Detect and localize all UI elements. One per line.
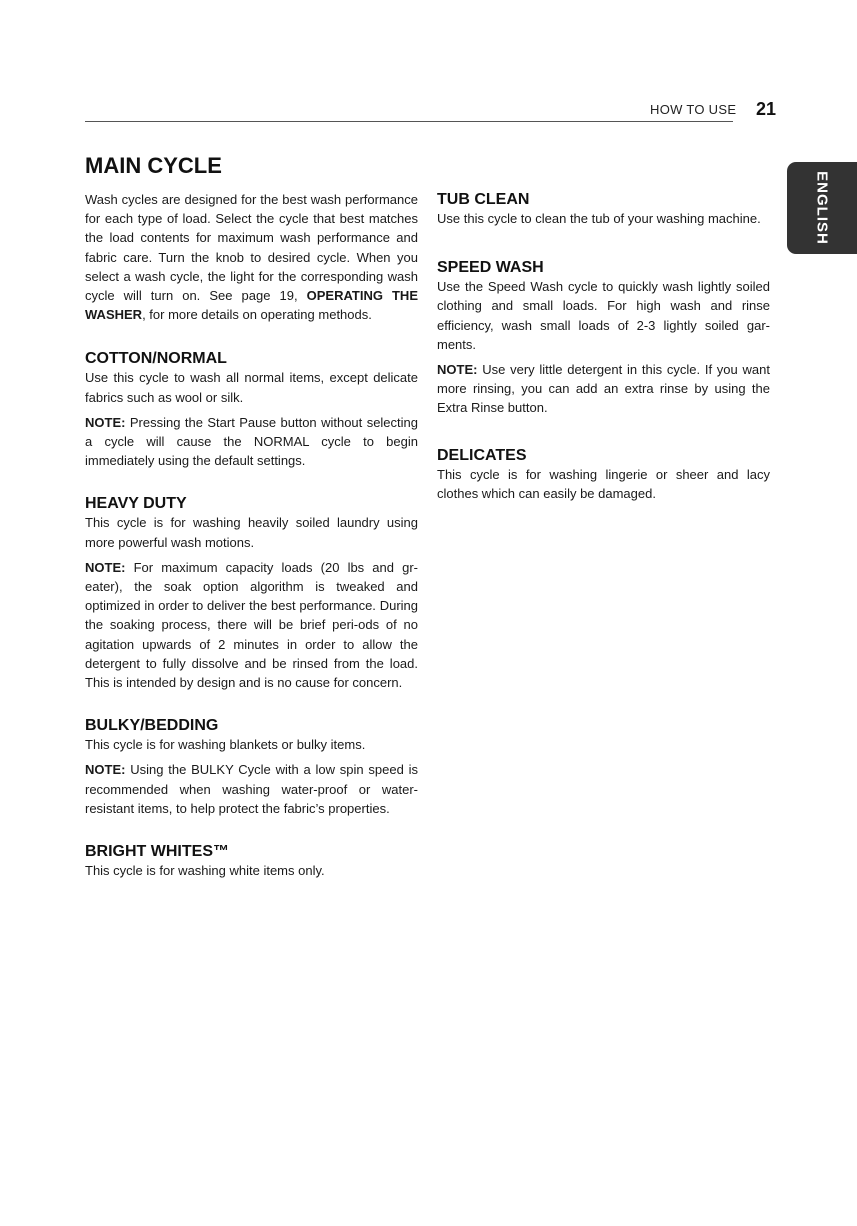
right-column [437, 190, 770, 503]
cotton-normal-body: Use this cycle to wash all normal items, except delicate fabrics such as wool or silk. [85, 370, 418, 405]
heavy-duty-body: This cycle is for washing heavily soiled laundry using more powerful wash motions. [85, 515, 418, 550]
delicates-heading: DELICATES [437, 446, 527, 464]
tub-clean-heading: TUB CLEAN [437, 191, 530, 208]
bright-whites-body: This cycle is for washing white items only. [85, 863, 325, 879]
language-tab-label: ENGLISH [813, 171, 831, 245]
bright-whites-heading: BRIGHT WHITES™ [85, 843, 229, 861]
note-text: Using the BULKY Cycle with a low spin speed is recommended when washing water-proof or water-resistant items, to help protect the fabric’s properties. [85, 762, 418, 816]
note-text: Use very little detergent in this cycle. If you want more rinsing, you can add an extra rinse by using the Extra Rinse button. [437, 362, 770, 416]
note-text: For maximum capacity loads (20 lbs and gr-eater), the soak option algorithm is tweaked and optimized in order to deliver the best performance. During the soaking process, there will be brief peri-ods of no agitation upwards of 2 minutes in order to allow the detergent to fully dissolve and be rinsed from the load. This is intended by design and is no cause for concern. [85, 559, 418, 691]
heavy-duty-heading: HEAVY DUTY [85, 495, 187, 513]
intro-paragraph [85, 190, 418, 324]
note-text: Pressing the Start Pause button without selecting a cycle will cause the NORMAL cycle to begin immediately using the default settings. [85, 414, 418, 469]
bulky-bedding-note [85, 760, 418, 818]
delicates-body: This cycle is for washing lingerie or sheer and lacy clothes which can easily be damaged. [437, 466, 770, 501]
speed-wash-body: Use the Speed Wash cycle to quickly wash lightly soiled clothing and small loads. For high wash and rinse efficiency, wash small loads of 2-3 lightly soiled gar-ments. [437, 279, 770, 352]
speed-wash-heading: SPEED WASH [437, 259, 544, 277]
intro-text: Wash cycles are designed for the best wash performance for each type of load. Select the cycle that best matches the load contents for maximum wash performance and fabric care. Turn the knob to desired cycle. When you select a wash cycle, the light for the corresponding wash cycle will turn on. See page 19, [85, 192, 418, 304]
language-tab [787, 162, 857, 254]
tub-clean-body: Use this cycle to clean the tub of your washing machine. [437, 211, 761, 226]
note-label: NOTE: [85, 762, 126, 778]
bulky-bedding-body: This cycle is for washing blankets or bulky items. [85, 737, 366, 753]
header-section-label: HOW TO USE [650, 102, 737, 117]
cotton-normal-heading: COTTON/NORMAL [85, 350, 227, 368]
note-label: NOTE: [437, 362, 478, 378]
heavy-duty-note [85, 558, 418, 692]
page-number: 21 [756, 99, 777, 119]
note-label: NOTE: [85, 559, 126, 575]
left-column [85, 190, 418, 880]
page-title: MAIN CYCLE [85, 153, 222, 178]
operating-link[interactable]: OPERATING THE WASHER [85, 288, 418, 323]
intro-text-end: , for more details on operating methods. [142, 307, 372, 323]
note-label: NOTE: [85, 414, 126, 430]
header-rule [85, 121, 733, 122]
speed-wash-note [437, 360, 770, 418]
cotton-normal-note [85, 413, 418, 471]
bulky-bedding-heading: BULKY/BEDDING [85, 717, 219, 735]
